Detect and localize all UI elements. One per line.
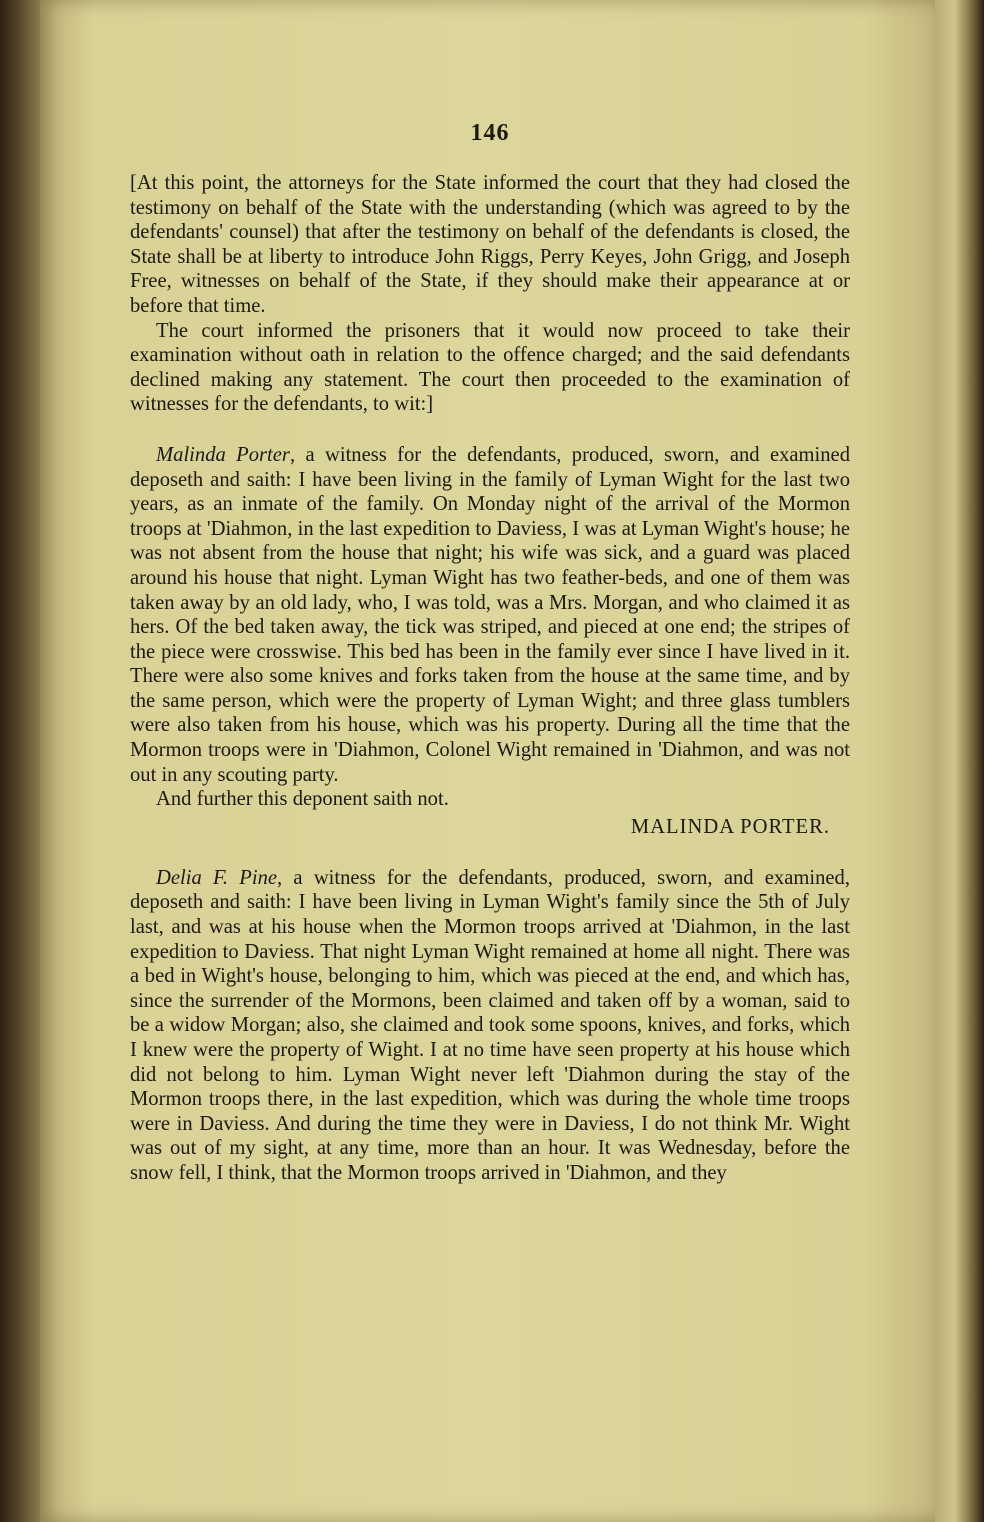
- intro-paragraph-2: The court informed the prisoners that it would now proceed to take their examination without oath in relation to the offence charged; and the said defendants declined making any statement. The court then proceeded to the examination of witnesses for the defendants, to wit:]: [130, 319, 850, 416]
- witness-1-closing: And further this deponent saith not.: [156, 788, 449, 811]
- witness-2-name: Delia F. Pine: [156, 866, 278, 889]
- witness-1-signature: MALINDA PORTER.: [630, 815, 830, 838]
- witness-2-testimony: [130, 866, 850, 1186]
- page-number: 146: [470, 120, 510, 146]
- intro-paragraph-1: [At this point, the attorneys for the State informed the court that they had closed the testimony on behalf of the State with the understanding (which was agreed to by the defendants' counsel) that after the testimony on behalf of the defendants is closed, the State shall be at liberty to introduce John Riggs, Perry Keyes, John Grigg, and Joseph Free, witnesses on behalf of the State, if they should make their appearance at or before that time.: [130, 172, 850, 317]
- section-gap: [130, 840, 850, 866]
- witness-1-name: Malinda Porter: [156, 443, 290, 466]
- witness-1-body: , a witness for the defendants, produced, sworn, and examined deposeth and saith: I have been living in the family of Lyman Wight for the last two years, as an inmate of the family. On Monday night of the arrival of the Mormon troops at 'Diahmon, in the last expedition to Daviess, I was at Lyman Wight's house; he was not absent from the house that night; his wife was sick, and a guard was placed around his house that night. Lyman Wight has two feather-beds, and one of them was taken away by an old lady, who, I was told, was a Mrs. Morgan, and who claimed it as hers. Of the bed taken away, the tick was striped, and pieced at one end; the stripes of the piece were crosswise. This bed has been in the family ever since I have lived in it. There were also some knives and forks taken from the house at the same time, and by the same person, which were the property of Lyman Wight; and three glass tumblers were also taken from his house, which was his property. During all the time that the Mormon troops were in 'Diahmon, Colonel Wight remained in 'Diahmon, and was not out in any scouting party.: [130, 443, 850, 786]
- witness-2-body: , a witness for the defendants, produced, sworn, and examined, deposeth and saith: I have been living in Lyman Wight's family since the 5th of July last, and was at his house when the Mormon troops arrived at 'Diahmon, in the last expedition to Daviess. That night Lyman Wight remained at home all night. There was a bed in Wight's house, belonging to him, which was pieced at the end, and which has, since the surrender of the Mormons, been claimed and taken off by a woman, said to be a widow Morgan; also, she claimed and took some spoons, knives, and forks, which I knew were the property of Wight. I at no time have seen property at his house which did not belong to him. Lyman Wight never left 'Diahmon during the stay of the Mormon troops there, in the last expedition, which was during the whole time troops were in Daviess. And during the time they were in Daviess, I do not think Mr. Wight was out of my sight, at any time, more than an hour. It was Wednesday, before the snow fell, I think, that the Mormon troops arrived in 'Diahmon, and they: [130, 866, 850, 1184]
- witness-1-testimony: [130, 443, 850, 787]
- section-gap: [130, 417, 850, 443]
- page-edge: [935, 0, 984, 1522]
- page-text: [130, 120, 850, 1186]
